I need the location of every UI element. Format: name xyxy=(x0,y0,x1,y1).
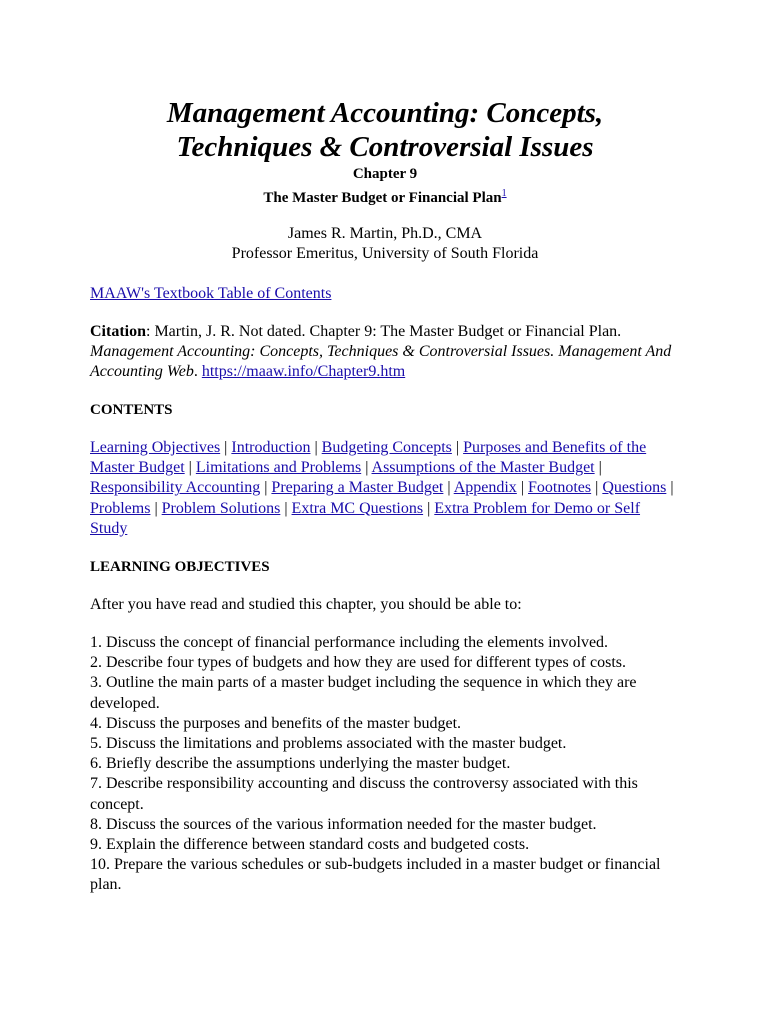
contents-link[interactable]: Preparing a Master Budget xyxy=(271,479,444,497)
learning-objective-item: 5. Discuss the limitations and problems associated with the master budget. xyxy=(90,735,567,753)
title-line-2: Techniques & Controversial Issues xyxy=(176,131,594,163)
contents-separator: | xyxy=(220,439,232,456)
contents-link[interactable]: Problems xyxy=(90,499,151,517)
contents-link[interactable]: Budgeting Concepts xyxy=(321,439,452,456)
learning-objective-item: 1. Discuss the concept of financial performance including the elements involved. xyxy=(90,634,609,652)
contents-separator: | xyxy=(516,479,529,497)
chapter-title-text: The Master Budget or Financial Plan xyxy=(263,190,502,206)
contents-link[interactable]: Extra Problem for Demo or Self Study xyxy=(90,499,641,537)
contents-link[interactable]: Questions xyxy=(602,479,667,497)
toc-link[interactable]: MAAW's Textbook Table of Contents xyxy=(90,285,332,302)
author-name: James R. Martin, Ph.D., CMA xyxy=(287,225,483,242)
contents-link[interactable]: Limitations and Problems xyxy=(195,459,362,477)
title-line-1: Management Accounting: Concepts, xyxy=(166,97,604,129)
contents-separator: | xyxy=(150,499,162,517)
document-page xyxy=(90,96,680,896)
citation-text: : Martin, J. R. Not dated. Chapter 9: The Master Budget or Financial Plan. xyxy=(146,323,622,340)
learning-objectives-intro: After you have read and studied this chapter, you should be able to: xyxy=(90,596,522,614)
citation-label: Citation xyxy=(90,323,146,340)
contents-separator: | xyxy=(594,459,602,477)
chapter-number: Chapter 9 xyxy=(352,166,418,182)
author-affiliation: Professor Emeritus, University of South Florida xyxy=(231,245,539,262)
contents-link[interactable]: Appendix xyxy=(453,479,517,497)
citation-punct: . xyxy=(193,363,202,380)
contents-link[interactable]: Introduction xyxy=(231,439,311,456)
contents-separator: | xyxy=(361,459,372,477)
contents-links xyxy=(90,438,680,539)
chapter-title xyxy=(90,184,680,208)
contents-link[interactable]: Extra MC Questions xyxy=(291,499,424,517)
contents-separator: | xyxy=(184,459,196,477)
learning-objective-item: 10. Prepare the various schedules or sub-budgets included in a master budget or financial plan. xyxy=(90,856,661,894)
contents-heading: CONTENTS xyxy=(90,402,173,418)
learning-objective-item: 4. Discuss the purposes and benefits of the master budget. xyxy=(90,714,462,732)
learning-objective-item: 2. Describe four types of budgets and how they are used for different types of costs. xyxy=(90,654,626,672)
learning-objective-item: 7. Describe responsibility accounting and discuss the controversy associated with this concept. xyxy=(90,775,638,813)
contents-separator: | xyxy=(260,479,272,497)
learning-objective-item: 8. Discuss the sources of the various information needed for the master budget. xyxy=(90,815,597,833)
contents-link[interactable]: Problem Solutions xyxy=(161,499,281,517)
contents-link[interactable]: Learning Objectives xyxy=(90,439,221,456)
contents-link[interactable]: Assumptions of the Master Budget xyxy=(371,459,595,477)
contents-link[interactable]: Responsibility Accounting xyxy=(90,479,261,497)
footnote-link[interactable]: 1 xyxy=(501,188,507,199)
contents-link[interactable]: Footnotes xyxy=(528,479,592,497)
learning-objective-item: 9. Explain the difference between standard costs and budgeted costs. xyxy=(90,836,530,854)
contents-link[interactable]: Purposes and Benefits of the Master Budget xyxy=(90,439,647,477)
learning-objective-item: 6. Briefly describe the assumptions underlying the master budget. xyxy=(90,755,511,773)
author-block xyxy=(90,224,680,264)
contents-separator: | xyxy=(443,479,454,497)
learning-objective-item: 3. Outline the main parts of a master budget including the sequence in which they are developed. xyxy=(90,674,637,712)
contents-separator: | xyxy=(591,479,603,497)
citation-paragraph xyxy=(90,322,680,382)
contents-separator: | xyxy=(423,499,435,517)
contents-separator: | xyxy=(280,499,292,517)
toc-paragraph xyxy=(90,284,680,304)
contents-separator: | xyxy=(310,439,322,456)
contents-separator: | xyxy=(666,479,674,497)
document-title xyxy=(90,96,680,164)
learning-objectives-heading: LEARNING OBJECTIVES xyxy=(90,559,270,576)
contents-separator: | xyxy=(451,439,464,456)
citation-italic: Management Accounting: Concepts, Techniques & Controversial Issues. Management And Accounting Web xyxy=(90,343,672,380)
citation-url-link[interactable]: https://maaw.info/Chapter9.htm xyxy=(201,363,406,380)
learning-objectives-list xyxy=(90,633,680,896)
